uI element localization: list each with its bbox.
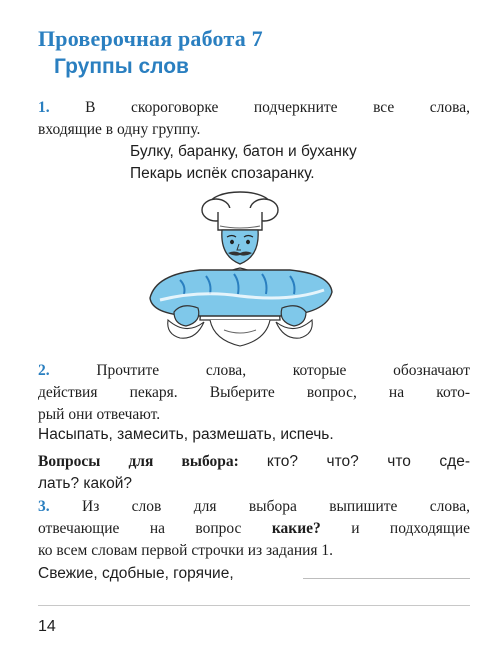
page-subtitle: Группы слов xyxy=(54,55,189,78)
baker-illustration xyxy=(140,190,340,352)
question-choices xyxy=(38,451,470,495)
baker-head xyxy=(222,230,258,264)
task-3-text-3: ко всем словам первой строчки из задания 1. xyxy=(38,542,334,559)
task-2-text-3: рый они отвечают. xyxy=(38,406,161,423)
task-3-line-2 xyxy=(38,518,470,540)
question-choices-text-1: кто? что? что сде- xyxy=(266,453,471,470)
task-3-text-2a: отвечающие на вопрос xyxy=(38,520,242,537)
tongue-twister xyxy=(130,141,357,185)
task-1-text-2: входящие в одну группу. xyxy=(38,121,201,138)
tongue-twister-line-1: Булку, баранку, батон и буханку xyxy=(130,143,357,160)
task-1-line-1 xyxy=(38,97,470,119)
task-3-text-1: Из слов для выбора выпишите слова, xyxy=(82,498,470,515)
task-3-text-2b: и подходящие xyxy=(351,520,471,537)
task-1-text-1: В скороговорке подчеркните все слова, xyxy=(85,99,471,116)
page-title: Проверочная работа 7 xyxy=(38,26,263,51)
answer-blank-line-2[interactable] xyxy=(38,605,470,606)
question-choices-line-1 xyxy=(38,451,470,473)
task-3-number: 3. xyxy=(38,498,50,515)
task-1 xyxy=(38,97,470,141)
task-2 xyxy=(38,360,470,426)
page-number: 14 xyxy=(38,618,56,635)
question-choices-text-2: лать? какой? xyxy=(38,475,133,492)
task-2-words: Насыпать, замесить, размешать, испечь. xyxy=(38,426,334,443)
tongue-twister-line-2: Пекарь испёк спозаранку. xyxy=(130,165,315,182)
chef-hat-icon xyxy=(202,192,278,230)
task-2-text-1: Прочтите слова, которые обозначают xyxy=(96,362,470,379)
task-2-number: 2. xyxy=(38,362,50,379)
answer-start: Свежие, сдобные, горячие, xyxy=(38,565,234,582)
task-1-number: 1. xyxy=(38,99,50,116)
task-3-keyword: какие? xyxy=(271,520,321,537)
task-3-line-1 xyxy=(38,496,470,518)
question-choices-label: Вопросы для выбора: xyxy=(38,453,239,470)
task-2-line-1 xyxy=(38,360,470,382)
answer-blank-line[interactable] xyxy=(303,578,470,579)
task-3 xyxy=(38,496,470,562)
task-2-text-2: действия пекаря. Выберите вопрос, на кото- xyxy=(38,384,470,401)
